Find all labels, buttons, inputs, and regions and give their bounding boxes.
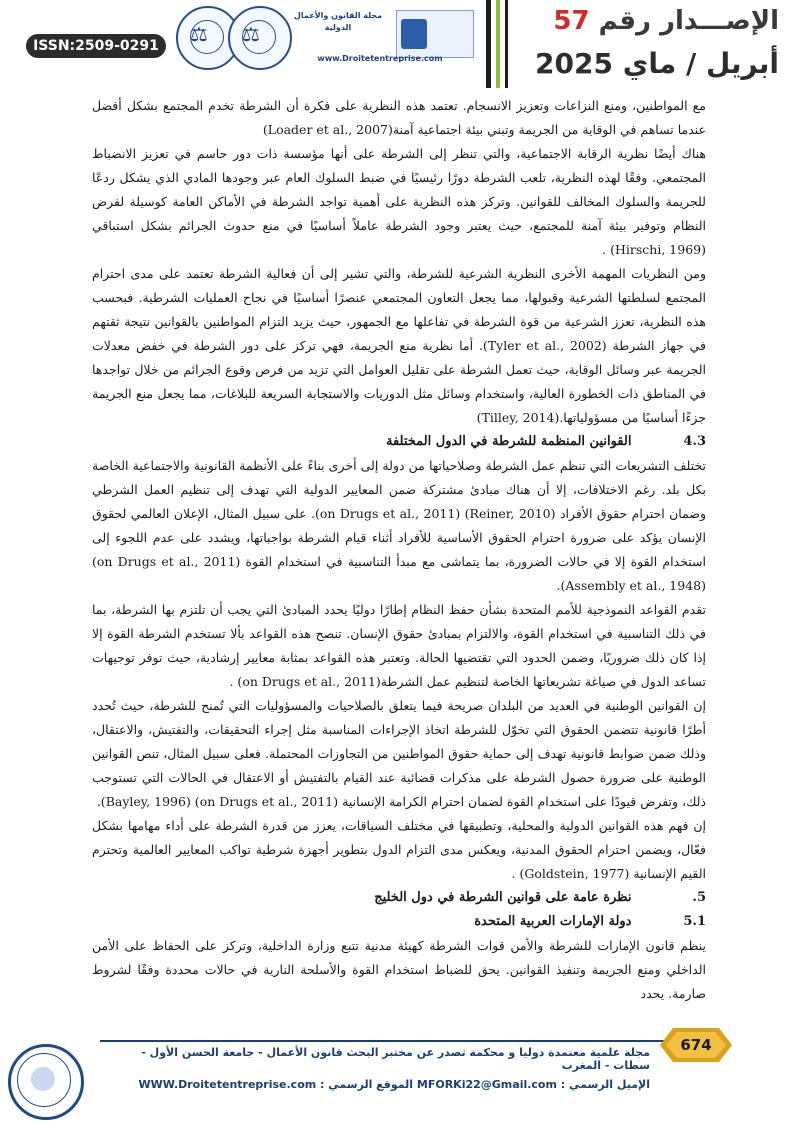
- section-number: 4.3: [683, 434, 706, 449]
- page-number-badge: [660, 1028, 732, 1062]
- journal-seal-logo: [228, 6, 292, 70]
- header-divider-green: [496, 0, 500, 88]
- header-website: www.Droitetentreprise.com: [317, 54, 443, 63]
- issue-info: [499, 4, 779, 84]
- section-heading-5: [92, 886, 706, 910]
- section-heading-4-3: [92, 430, 706, 454]
- header-divider: [505, 0, 508, 88]
- issue-number: 57: [553, 6, 590, 36]
- page-header: [0, 0, 793, 92]
- university-logo: [396, 10, 474, 58]
- paragraph: تختلف التشريعات التي تنظم عمل الشرطة وصلاحياتها من دولة إلى أخرى بناءً على الأنظمة القانونية والاجتماعية الخاصة بكل بلد. رغم الاختلافات، إلا أن هناك مبادئ مشتركة ضمن المعايير الدولية التي تهدف إلى تنظيم العمل الشرطي وضمان احترام حقوق الأفراد (Reiner, 2010) (on Drugs et al., 2011). على سبيل المثال، الإعلان العالمي لحقوق الإنسان يؤكد على ضرورة احترام الحقوق الأساسية للأفراد أثناء قيام الشرطة بواجباتها، ويشدد على عدم اللجوء إلى استخدام القوة إلا في حالات الضرورة، بما يتماشى مع مبدأ التناسبية في استخدام القوة (on Drugs et al., 2011) (Assembly et al., 1948).: [92, 458, 706, 593]
- paragraph: هناك أيضًا نظرية الرقابة الاجتماعية، والتي تنظر إلى الشرطة على أنها مؤسسة ذات دور حاسم في تعزيز الانضباط المجتمعي. وفقًا لهذه النظرية، تلعب الشرطة دورًا رئيسيًا في ضبط السلوك العام عبر وجودها المادي الذي يشكل ردعًا للجريمة والسلوك المخالف للقوانين. وتركز هذه النظرية على أهمية تواجد الشرطة في الأماكن العامة كوسيلة لفرض النظام وتوفير بيئة آمنة للمجتمع، حيث يعتبر وجود الشرطة عاملاً أساسيًا في منع حدوث الجرائم بشكل استباقي (Hirschi, 1969) .: [92, 146, 706, 257]
- paragraph: تقدم القواعد النموذجية للأمم المتحدة بشأن حفظ النظام إطارًا دوليًا يحدد المبادئ التي يجب أن تلتزم بها الشرطة، بما في ذلك التناسبية في استخدام القوة، والالتزام بمبادئ حقوق الإنسان. تنصح هذه القواعد بألا تستخدم الشرطة القوة إلا إذا كان ذلك ضروريًا، وضمن الحدود التي تقتضيها الحالة. وتعتبر هذه القواعد بمثابة معايير إرشادية، حيث توفر توجيهات تساعد الدول في صياغة تشريعاتها الخاصة لتنظيم عمل الشرطة(on Drugs et al., 2011) .: [92, 602, 706, 689]
- scales-icon: ⚖: [190, 22, 208, 46]
- seal-emblem-icon: [31, 1067, 55, 1091]
- paragraph: مع المواطنين، ومنع النزاعات وتعزيز الانسجام. تعتمد هذه النظرية على فكرة أن الشرطة تخدم المجتمع بشكل أفضل عندما تساهم في الوقاية من الجريمة وتبني بيئة اجتماعية آمنة(Loader et al., 2007): [92, 98, 706, 137]
- article-body: [92, 94, 706, 1006]
- section-number: 5.: [692, 890, 706, 905]
- editor-seal-logo: [8, 1044, 84, 1120]
- issue-date: أبريل / ماي 2025: [535, 47, 779, 80]
- footer-divider: [100, 1040, 710, 1042]
- footer-journal-info: مجلة علمية معتمدة دوليا و محكمة تصدر عن مختبر البحث قانون الأعمال - جامعة الحسن الأول - سطات - المغرب: [141, 1046, 650, 1072]
- section-number: 5.1: [683, 914, 706, 929]
- issue-label: الإصـــدار رقم: [598, 6, 779, 36]
- scales-icon: ⚖: [242, 22, 260, 46]
- journal-name: مجلة القانون والأعمال الدولية: [293, 11, 383, 32]
- header-logos: [170, 4, 480, 68]
- paragraph: ينظم قانون الإمارات للشرطة والأمن قوات الشرطة كهيئة مدنية تتبع وزارة الداخلية، وتركز على الحفاظ على الأمن الداخلي ومنع الجريمة وتنفيذ القوانين. يحق للضباط استخدام القوة والأسلحة النارية في حالات محددة وفقًا لشروط صارمة. يحدد: [92, 938, 706, 1001]
- page-number: 674: [680, 1036, 712, 1054]
- paragraph: إن فهم هذه القوانين الدولية والمحلية، وتطبيقها في مختلف السياقات، يعزز من قدرة الشرطة على أداء مهامها بشكل فعّال، ويضمن احترام الحقوق المدنية، ويعكس مدى التزام الدول بتطوير أجهزة شرطية تواكب المعايير العالمية وتحترم القيم الإنسانية (Goldstein, 1977) .: [92, 818, 706, 881]
- issn-badge: ISSN:2509-0291: [26, 34, 166, 58]
- university-emblem-icon: [401, 19, 427, 49]
- footer-contact: الإميل الرسمي : MFORKi22@Gmail.com الموقع الرسمي : WWW.Droitetentreprise.com: [138, 1078, 650, 1091]
- section-title: دولة الإمارات العربية المتحدة: [474, 914, 632, 929]
- paragraph: إن القوانين الوطنية في العديد من البلدان صريحة فيما يتعلق بالصلاحيات والمسؤوليات التي تُمنح للشرطة، حيث تُحدد أطرًا قانونية تتضمن الحقوق التي تخوّل للشرطة اتخاذ الإجراءات المناسبة مثل إجراء التحقيقات، والتفتيش، والاعتقال، وذلك ضمن ضوابط قانونية تهدف إلى حماية حقوق المواطنين من التجاوزات المحتملة. فعلى سبيل المثال، تنص القوانين الوطنية على ضرورة حصول الشرطة على مذكرات قضائية عند القيام بالتفتيش أو الاعتقال في الحالات التي تستوجب ذلك، وتفرض قيودًا على استخدام القوة لضمان احترام الكرامة الإنسانية (on Drugs et al., 2011) (Bayley, 1996).: [92, 698, 706, 809]
- paragraph: ومن النظريات المهمة الأخرى النظرية الشرعية للشرطة، والتي تشير إلى أن فعالية الشرطة تعتمد على مدى احترام المجتمع لسلطتها الشرعية وقبولها، مما يجعل التعاون المجتمعي عنصرًا أساسيًا في نجاح العمليات الشرطية. فبحسب هذه النظرية، تعزز الشرعية من قوة الشرطة في تفاعلها مع الجمهور، حيث يزيد التزام المواطنين بالقوانين نتيجة ثقتهم في جهاز الشرطة (Tyler et al., 2002). أما نظرية منع الجريمة، فهي تركز على دور الشرطة في خفض معدلات الجريمة عبر وسائل الوقاية، حيث تعمل الشرطة على تقليل العوامل التي تزيد من فرص وقوع الجرائم من خلال تواجدها في المناطق ذات الخطورة العالية، واستخدام وسائل مثل الدوريات والاستجابة السريعة للبلاغات، مما يجعل منع الجريمة جزءًا أساسيًا من مسؤولياتها.(Tilley, 2014): [92, 266, 706, 425]
- section-title: القوانين المنظمة للشرطة في الدول المختلفة: [385, 434, 632, 449]
- issue-line: [499, 4, 779, 38]
- section-heading-5-1: [92, 910, 706, 934]
- header-divider: [486, 0, 491, 88]
- section-title: نظرة عامة على قوانين الشرطة في دول الخليج: [374, 890, 632, 905]
